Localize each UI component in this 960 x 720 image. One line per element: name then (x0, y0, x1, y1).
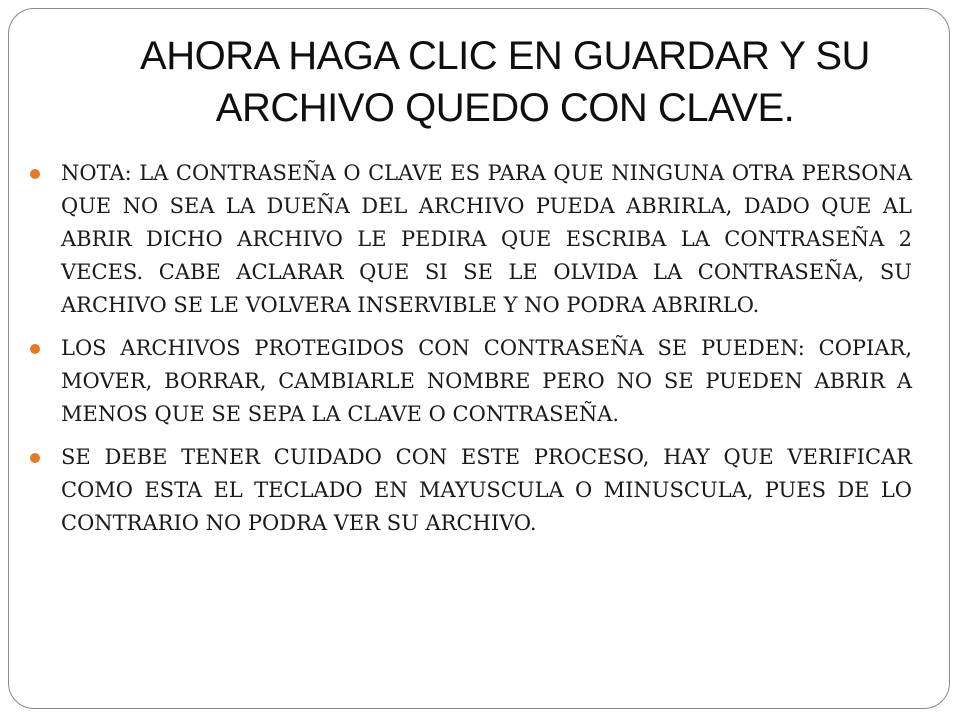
slide-title: AHORA HAGA CLIC EN GUARDAR Y SU ARCHIVO QUEDO CON CLAVE. (140, 34, 870, 130)
bullet-icon (30, 453, 40, 463)
bullet-text: LOS ARCHIVOS PROTEGIDOS CON CONTRASEÑA SE PUEDEN: COPIAR, MOVER, BORRAR, CAMBIARLE NOMBRE PERO NO SE PUEDEN ABRIR A MENOS QUE SE SEPA LA CLAVE O CONTRASEÑA. (61, 336, 912, 426)
bullet-list (28, 157, 912, 550)
bullet-item (28, 441, 912, 540)
bullet-item (28, 157, 912, 322)
bullet-text: SE DEBE TENER CUIDADO CON ESTE PROCESO, HAY QUE VERIFICAR COMO ESTA EL TECLADO EN MAYUSCULA O MINUSCULA, PUES DE LO CONTRARIO NO PODRA VER SU ARCHIVO. (61, 445, 912, 535)
bullet-text: NOTA: LA CONTRASEÑA O CLAVE ES PARA QUE NINGUNA OTRA PERSONA QUE NO SEA LA DUEÑA DEL ARCHIVO PUEDA ABRIRLA, DADO QUE AL ABRIR DICHO ARCHIVO LE PEDIRA QUE ESCRIBA LA CONTRASEÑA 2 VECES. CABE ACLARAR QUE SI SE LE OLVIDA LA CONTRASEÑA, SU ARCHIVO SE LE VOLVERA INSERVIBLE Y NO PODRA ABRIRLO. (61, 161, 912, 317)
bullet-icon (30, 169, 40, 179)
bullet-item (28, 332, 912, 431)
bullet-icon (30, 344, 40, 354)
